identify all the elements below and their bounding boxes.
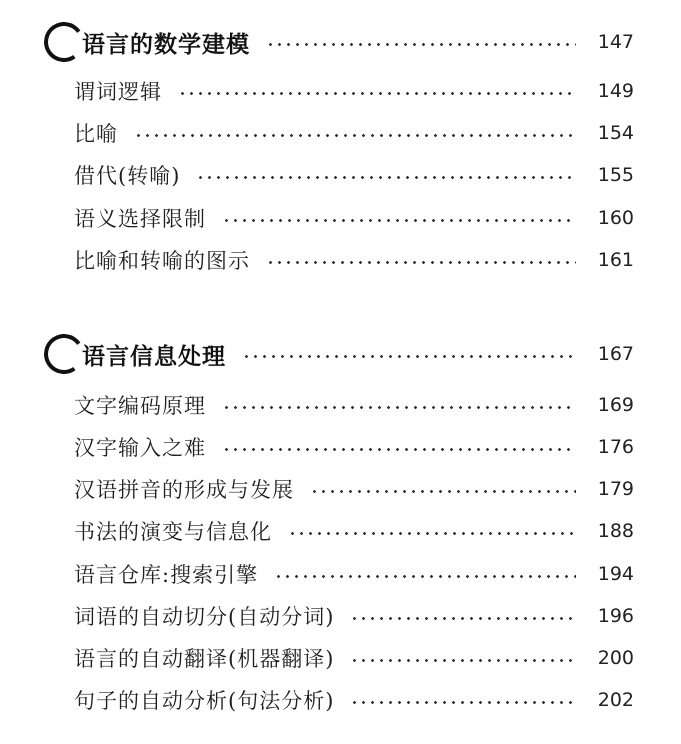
dot-leader [350,701,576,704]
dot-leader [196,176,576,179]
chapter-circle-icon [41,19,87,65]
dot-leader [222,448,576,451]
dot-leader [222,219,576,222]
entry-title: 书法的演变与信息化 [74,520,272,544]
entry-title: 句子的自动分析(句法分析) [74,689,335,713]
entry-title: 语言仓库:搜索引擎 [74,563,259,587]
dot-leader [274,575,576,578]
page-number: 147 [597,31,634,53]
page-number: 200 [597,647,634,669]
page-number: 161 [597,249,634,271]
entry-title: 汉语拼音的形成与发展 [74,478,294,502]
page-number: 155 [597,164,634,186]
entry-title: 谓词逻辑 [74,80,162,104]
toc-entry[interactable] [74,199,634,237]
dot-leader [288,532,576,535]
entry-title: 比喻和转喻的图示 [74,249,250,273]
toc-entry[interactable] [74,555,634,593]
dot-leader [178,92,576,95]
page-number: 196 [597,605,634,627]
dot-leader [134,134,576,137]
toc-entry[interactable] [74,681,634,719]
entry-title: 借代(转喻) [74,164,181,188]
chapter-row[interactable] [44,332,634,376]
dot-leader [350,617,576,620]
dot-leader [350,659,576,662]
toc-entry[interactable] [74,639,634,677]
toc-entry[interactable] [74,470,634,508]
page-number: 202 [597,689,634,711]
toc-entry[interactable] [74,597,634,635]
toc-entry[interactable] [74,241,634,279]
dot-leader [266,43,576,46]
chapter-title: 语言信息处理 [82,342,226,370]
page-number: 176 [597,436,634,458]
dot-leader [222,406,576,409]
toc-entry[interactable] [74,386,634,424]
page-number: 167 [597,343,634,365]
chapter-title: 语言的数学建模 [82,30,250,58]
page-number: 179 [597,478,634,500]
toc-entry[interactable] [74,114,634,152]
toc-entry[interactable] [74,156,634,194]
entry-title: 词语的自动切分(自动分词) [74,605,335,629]
chapter-row[interactable] [44,20,634,64]
entry-title: 语言的自动翻译(机器翻译) [74,647,335,671]
chapter-circle-icon [41,331,87,377]
dot-leader [310,490,576,493]
page-number: 188 [597,520,634,542]
toc-entry[interactable] [74,512,634,550]
entry-title: 语义选择限制 [74,207,206,231]
toc-entry[interactable] [74,428,634,466]
page-number: 169 [597,394,634,416]
page-number: 160 [597,207,634,229]
page-number: 194 [597,563,634,585]
entry-title: 汉字输入之难 [74,436,206,460]
dot-leader [242,355,576,358]
toc-entry[interactable] [74,72,634,110]
entry-title: 比喻 [74,122,118,146]
entry-title: 文字编码原理 [74,394,206,418]
page-number: 149 [597,80,634,102]
dot-leader [266,261,576,264]
page-number: 154 [597,122,634,144]
